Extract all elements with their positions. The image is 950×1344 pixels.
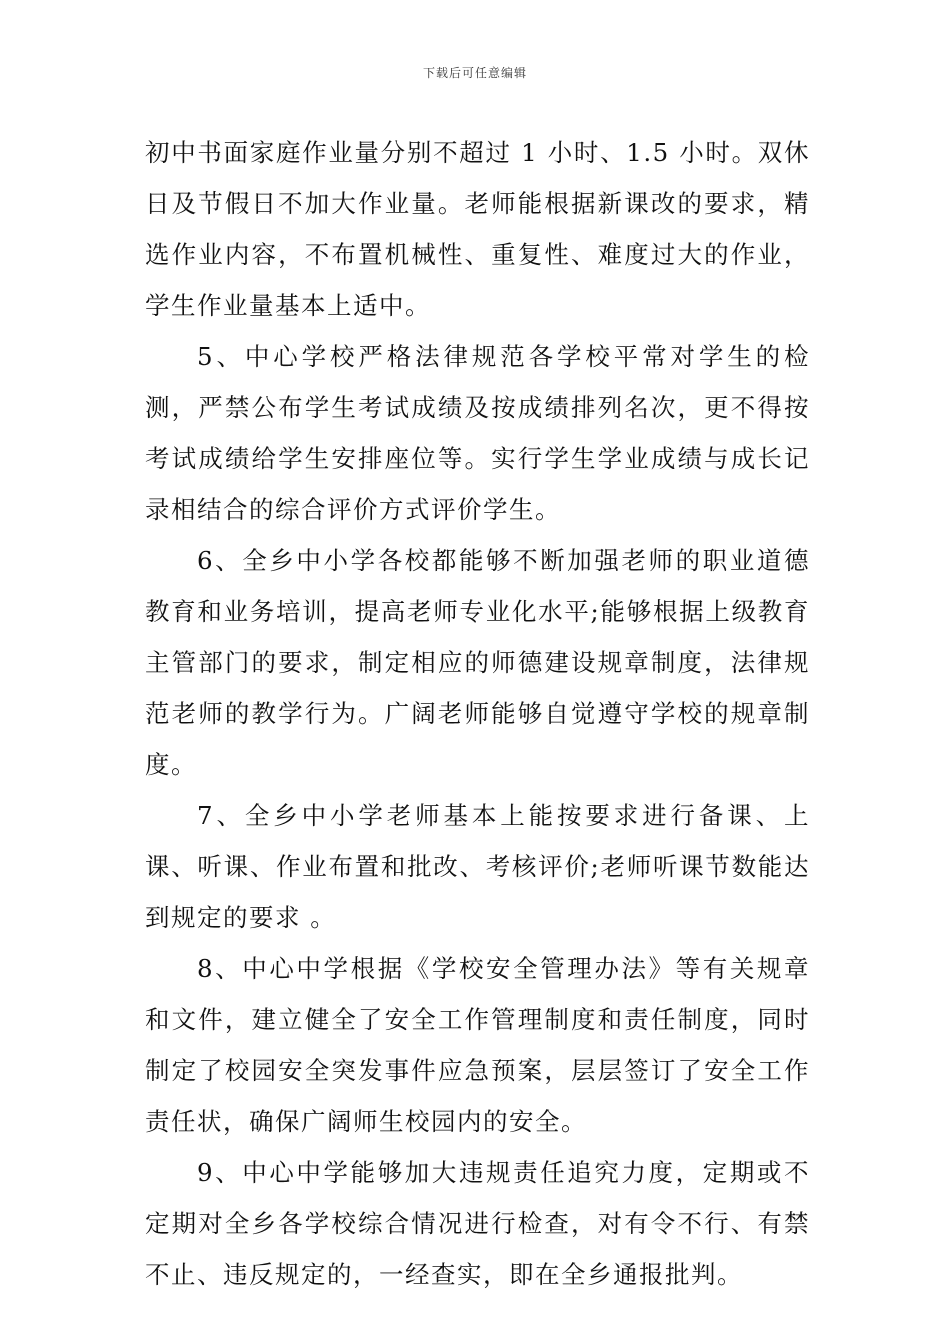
paragraph-item-9: 9、中心中学能够加大违规责任追究力度，定期或不定期对全乡各学校综合情况进行检查，对有令不行、有禁不止、违反规定的，一经查实，即在全乡通报批判。 <box>145 1158 810 1289</box>
paragraph-item-8: 8、中心中学根据《学校安全管理办法》等有关规章和文件，建立健全了安全工作管理制度和责任制度，同时制定了校园安全突发事件应急预案，层层签订了安全工作责任状，确保广阔师生校园内的安全。 <box>145 954 810 1136</box>
page-header: 下载后可任意编辑 <box>422 66 527 80</box>
paragraph-item-6: 6、全乡中小学各校都能够不断加强老师的职业道德教育和业务培训，提高老师专业化水平;能够根据上级教育主管部门的要求，制定相应的师德建设规章制度，法律规范老师的教学行为。广阔老师能够自觉遵守学校的规章制度。 <box>145 546 810 779</box>
paragraph-item-7: 7、全乡中小学老师基本上能按要求进行备课、上课、听课、作业布置和批改、考核评价;老师听课节数能达到规定的要求 。 <box>145 801 810 932</box>
paragraph-homework-load: 初中书面家庭作业量分别不超过 1 小时、1.5 小时。双休日及节假日不加大作业量。老师能根据新课改的要求，精选作业内容，不布置机械性、重复性、难度过大的作业，学生作业量基本上适中。 <box>145 138 810 320</box>
paragraph-item-5: 5、中心学校严格法律规范各学校平常对学生的检测，严禁公布学生考试成绩及按成绩排列名次，更不得按考试成绩给学生安排座位等。实行学生学业成绩与成长记录相结合的综合评价方式评价学生。 <box>145 342 810 524</box>
document-body <box>145 127 810 1300</box>
